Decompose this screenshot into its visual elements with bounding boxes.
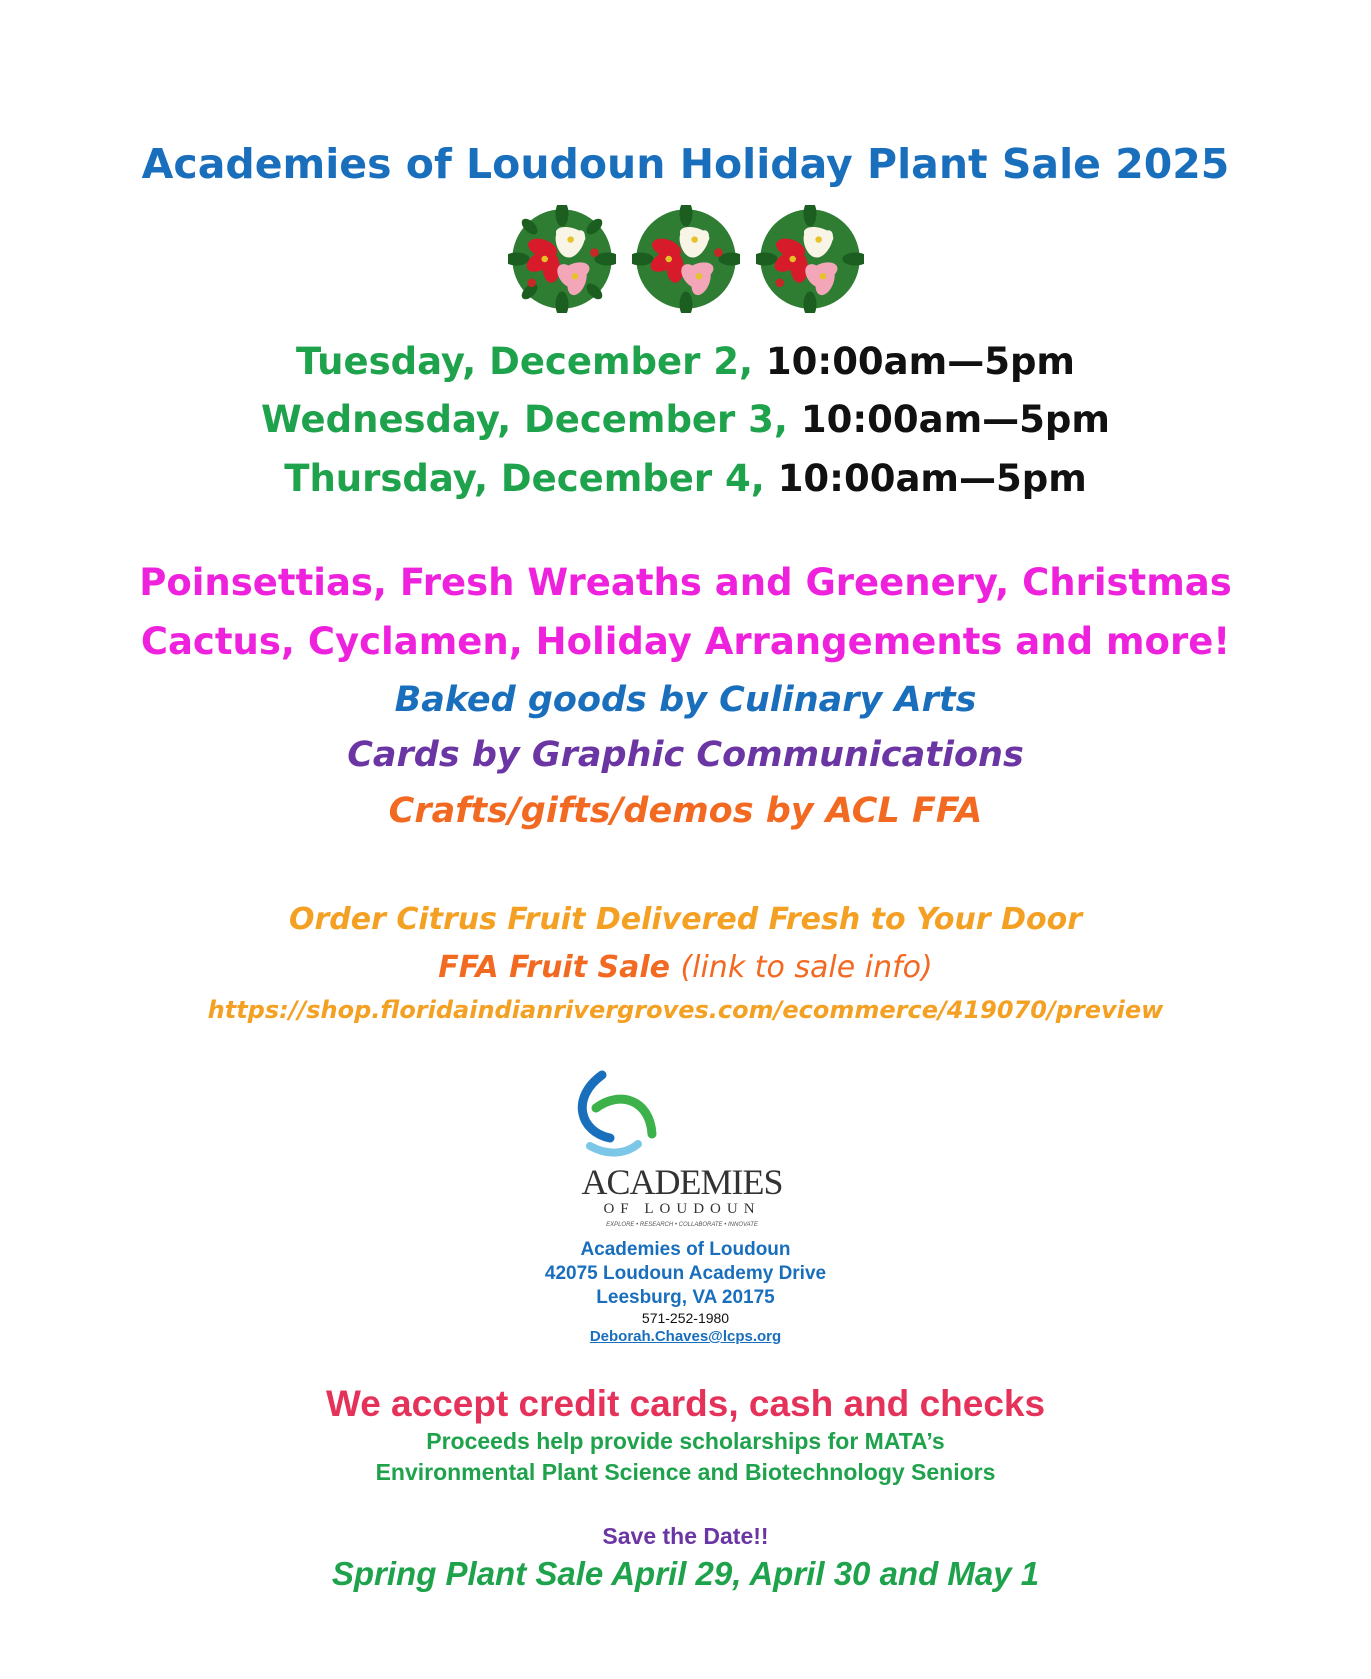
schedule-time: 10:00am—5pm bbox=[777, 457, 1087, 500]
save-the-date: Save the Date!! bbox=[602, 1523, 769, 1549]
address-name: Academies of Loudoun bbox=[580, 1239, 791, 1260]
poinsettia-decorations bbox=[0, 205, 1371, 315]
schedule-wednesday bbox=[0, 398, 1371, 441]
poinsettia-wreath-icon bbox=[632, 205, 740, 313]
poinsettia-wreath-icon bbox=[756, 205, 864, 313]
spring-sale-dates: Spring Plant Sale April 29, April 30 and May 1 bbox=[331, 1555, 1040, 1592]
logo-light-blue-arc-icon bbox=[590, 1144, 638, 1153]
logo-name: ACADEMIES bbox=[581, 1162, 783, 1202]
poinsettia-wreath-icon bbox=[508, 205, 616, 313]
baked-goods-line: Baked goods by Culinary Arts bbox=[394, 680, 977, 720]
email-link[interactable]: Deborah.Chaves@lcps.org bbox=[589, 1328, 782, 1345]
plant-items-line-2: Cactus, Cyclamen, Holiday Arrangements and more! bbox=[140, 620, 1231, 663]
payment-methods: We accept credit cards, cash and checks bbox=[325, 1383, 1046, 1424]
ffa-sale-info-link[interactable]: (link to sale info) bbox=[680, 950, 933, 985]
citrus-order-line: Order Citrus Fruit Delivered Fresh to Your Door bbox=[288, 902, 1083, 937]
fruit-sale-url[interactable]: https://shop.floridaindianrivergroves.com/ecommerce/419070/preview bbox=[207, 996, 1164, 1024]
schedule-tuesday bbox=[0, 340, 1371, 383]
logo-sub: OF LOUDOUN bbox=[603, 1201, 761, 1217]
ffa-fruit-sale-line bbox=[0, 950, 1371, 985]
schedule-thursday bbox=[0, 457, 1371, 500]
proceeds-line-2: Environmental Plant Science and Biotechnology Seniors bbox=[375, 1459, 996, 1485]
page-title: Academies of Loudoun Holiday Plant Sale 2025 bbox=[141, 140, 1230, 188]
academies-logo bbox=[560, 1070, 800, 1230]
plant-items-line-1: Poinsettias, Fresh Wreaths and Greenery, Christmas bbox=[139, 561, 1232, 604]
address-city: Leesburg, VA 20175 bbox=[596, 1287, 775, 1308]
schedule-day: Wednesday, December 3, bbox=[261, 398, 788, 441]
schedule-day: Tuesday, December 2, bbox=[295, 340, 754, 383]
crafts-line: Crafts/gifts/demos by ACL FFA bbox=[388, 791, 983, 831]
schedule-day: Thursday, December 4, bbox=[284, 457, 765, 500]
schedule-time: 10:00am—5pm bbox=[800, 398, 1110, 441]
phone-number: 571-252-1980 bbox=[641, 1310, 730, 1326]
logo-green-arc-icon bbox=[596, 1099, 652, 1134]
ffa-sale-label: FFA Fruit Sale bbox=[438, 950, 670, 985]
address-street: 42075 Loudoun Academy Drive bbox=[544, 1263, 827, 1284]
cards-line: Cards by Graphic Communications bbox=[347, 735, 1024, 775]
proceeds-line-1: Proceeds help provide scholarships for MATA’s bbox=[426, 1428, 945, 1454]
logo-tagline: EXPLORE • RESEARCH • COLLABORATE • INNOVATE bbox=[606, 1222, 758, 1228]
schedule-time: 10:00am—5pm bbox=[765, 340, 1075, 383]
